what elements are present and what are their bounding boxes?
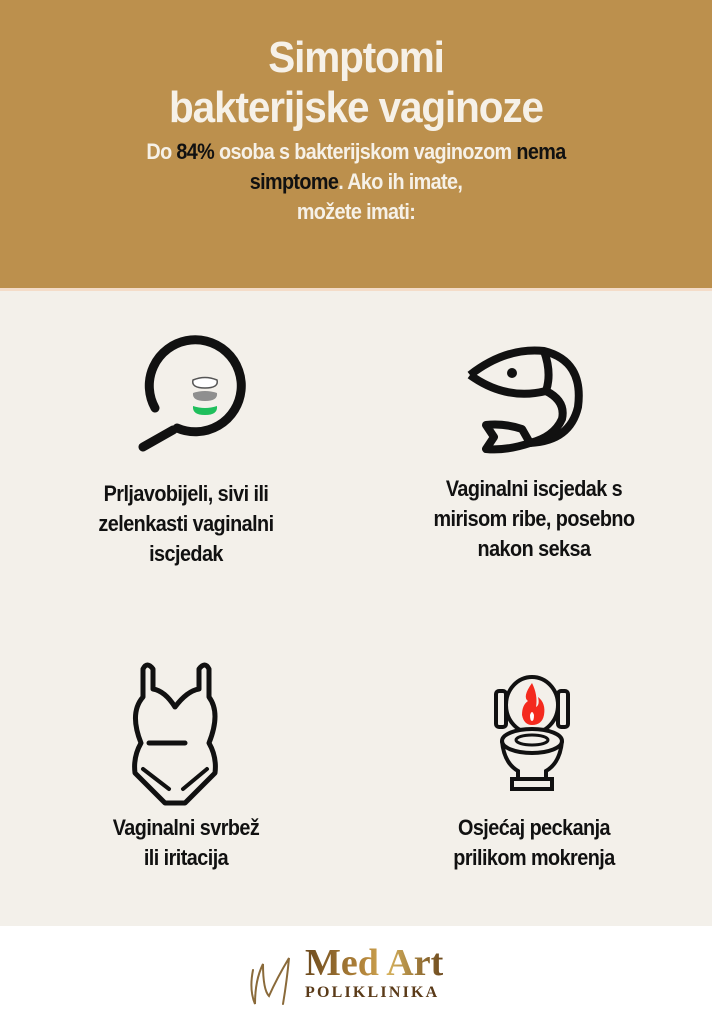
toilet-fire-icon bbox=[492, 675, 572, 793]
label-line: prilikom mokrenja bbox=[453, 845, 615, 870]
subtitle-highlight-simptome: simptome bbox=[249, 169, 339, 194]
magnifier-discharge-icon bbox=[133, 333, 259, 453]
symptom-label bbox=[26, 813, 346, 873]
subtitle-line-2 bbox=[36, 167, 677, 197]
symptom-label bbox=[374, 474, 694, 564]
label-line: Prljavobijeli, sivi ili bbox=[103, 481, 269, 506]
symptom-card-fish-odor bbox=[356, 291, 712, 611]
subtitle bbox=[36, 137, 677, 227]
label-line: Osjećaj peckanja bbox=[457, 815, 611, 840]
symptom-label bbox=[374, 813, 694, 873]
subtitle-line-3: možete imati: bbox=[296, 199, 416, 224]
label-line: nakon seksa bbox=[477, 536, 591, 561]
brand-subtitle: POLIKLINIKA bbox=[305, 984, 440, 1001]
subtitle-highlight-percent: 84% bbox=[176, 139, 215, 164]
subtitle-text: osoba s bakterijskom vaginozom bbox=[214, 139, 517, 164]
fish-icon bbox=[466, 339, 586, 455]
brand-name: Med Art bbox=[305, 942, 444, 984]
subtitle-text: . Ako ih imate, bbox=[338, 169, 463, 194]
symptom-card-itching bbox=[8, 611, 364, 926]
symptom-card-burning bbox=[356, 611, 712, 926]
header-banner bbox=[0, 0, 712, 288]
label-line: iscjedak bbox=[149, 541, 223, 566]
label-line: Vaginalni svrbež bbox=[112, 815, 260, 840]
subtitle-highlight-nema: nema bbox=[516, 139, 566, 164]
label-line: Vaginalni iscjedak s bbox=[445, 476, 623, 501]
title-line-2: bakterijske vaginoze bbox=[169, 83, 543, 132]
page-title bbox=[28, 0, 683, 133]
label-line: mirisom ribe, posebno bbox=[433, 506, 635, 531]
symptoms-section bbox=[0, 291, 712, 926]
swimsuit-icon bbox=[125, 657, 225, 807]
title-line-1: Simptomi bbox=[268, 33, 444, 82]
label-line: zelenkasti vaginalni bbox=[98, 511, 274, 536]
label-line: ili iritacija bbox=[143, 845, 229, 870]
subtitle-text: Do bbox=[146, 139, 177, 164]
subtitle-line-1 bbox=[36, 137, 677, 167]
brand-logo-mark-icon bbox=[247, 950, 297, 1008]
symptom-card-discharge bbox=[8, 291, 364, 611]
symptom-label bbox=[26, 479, 346, 569]
